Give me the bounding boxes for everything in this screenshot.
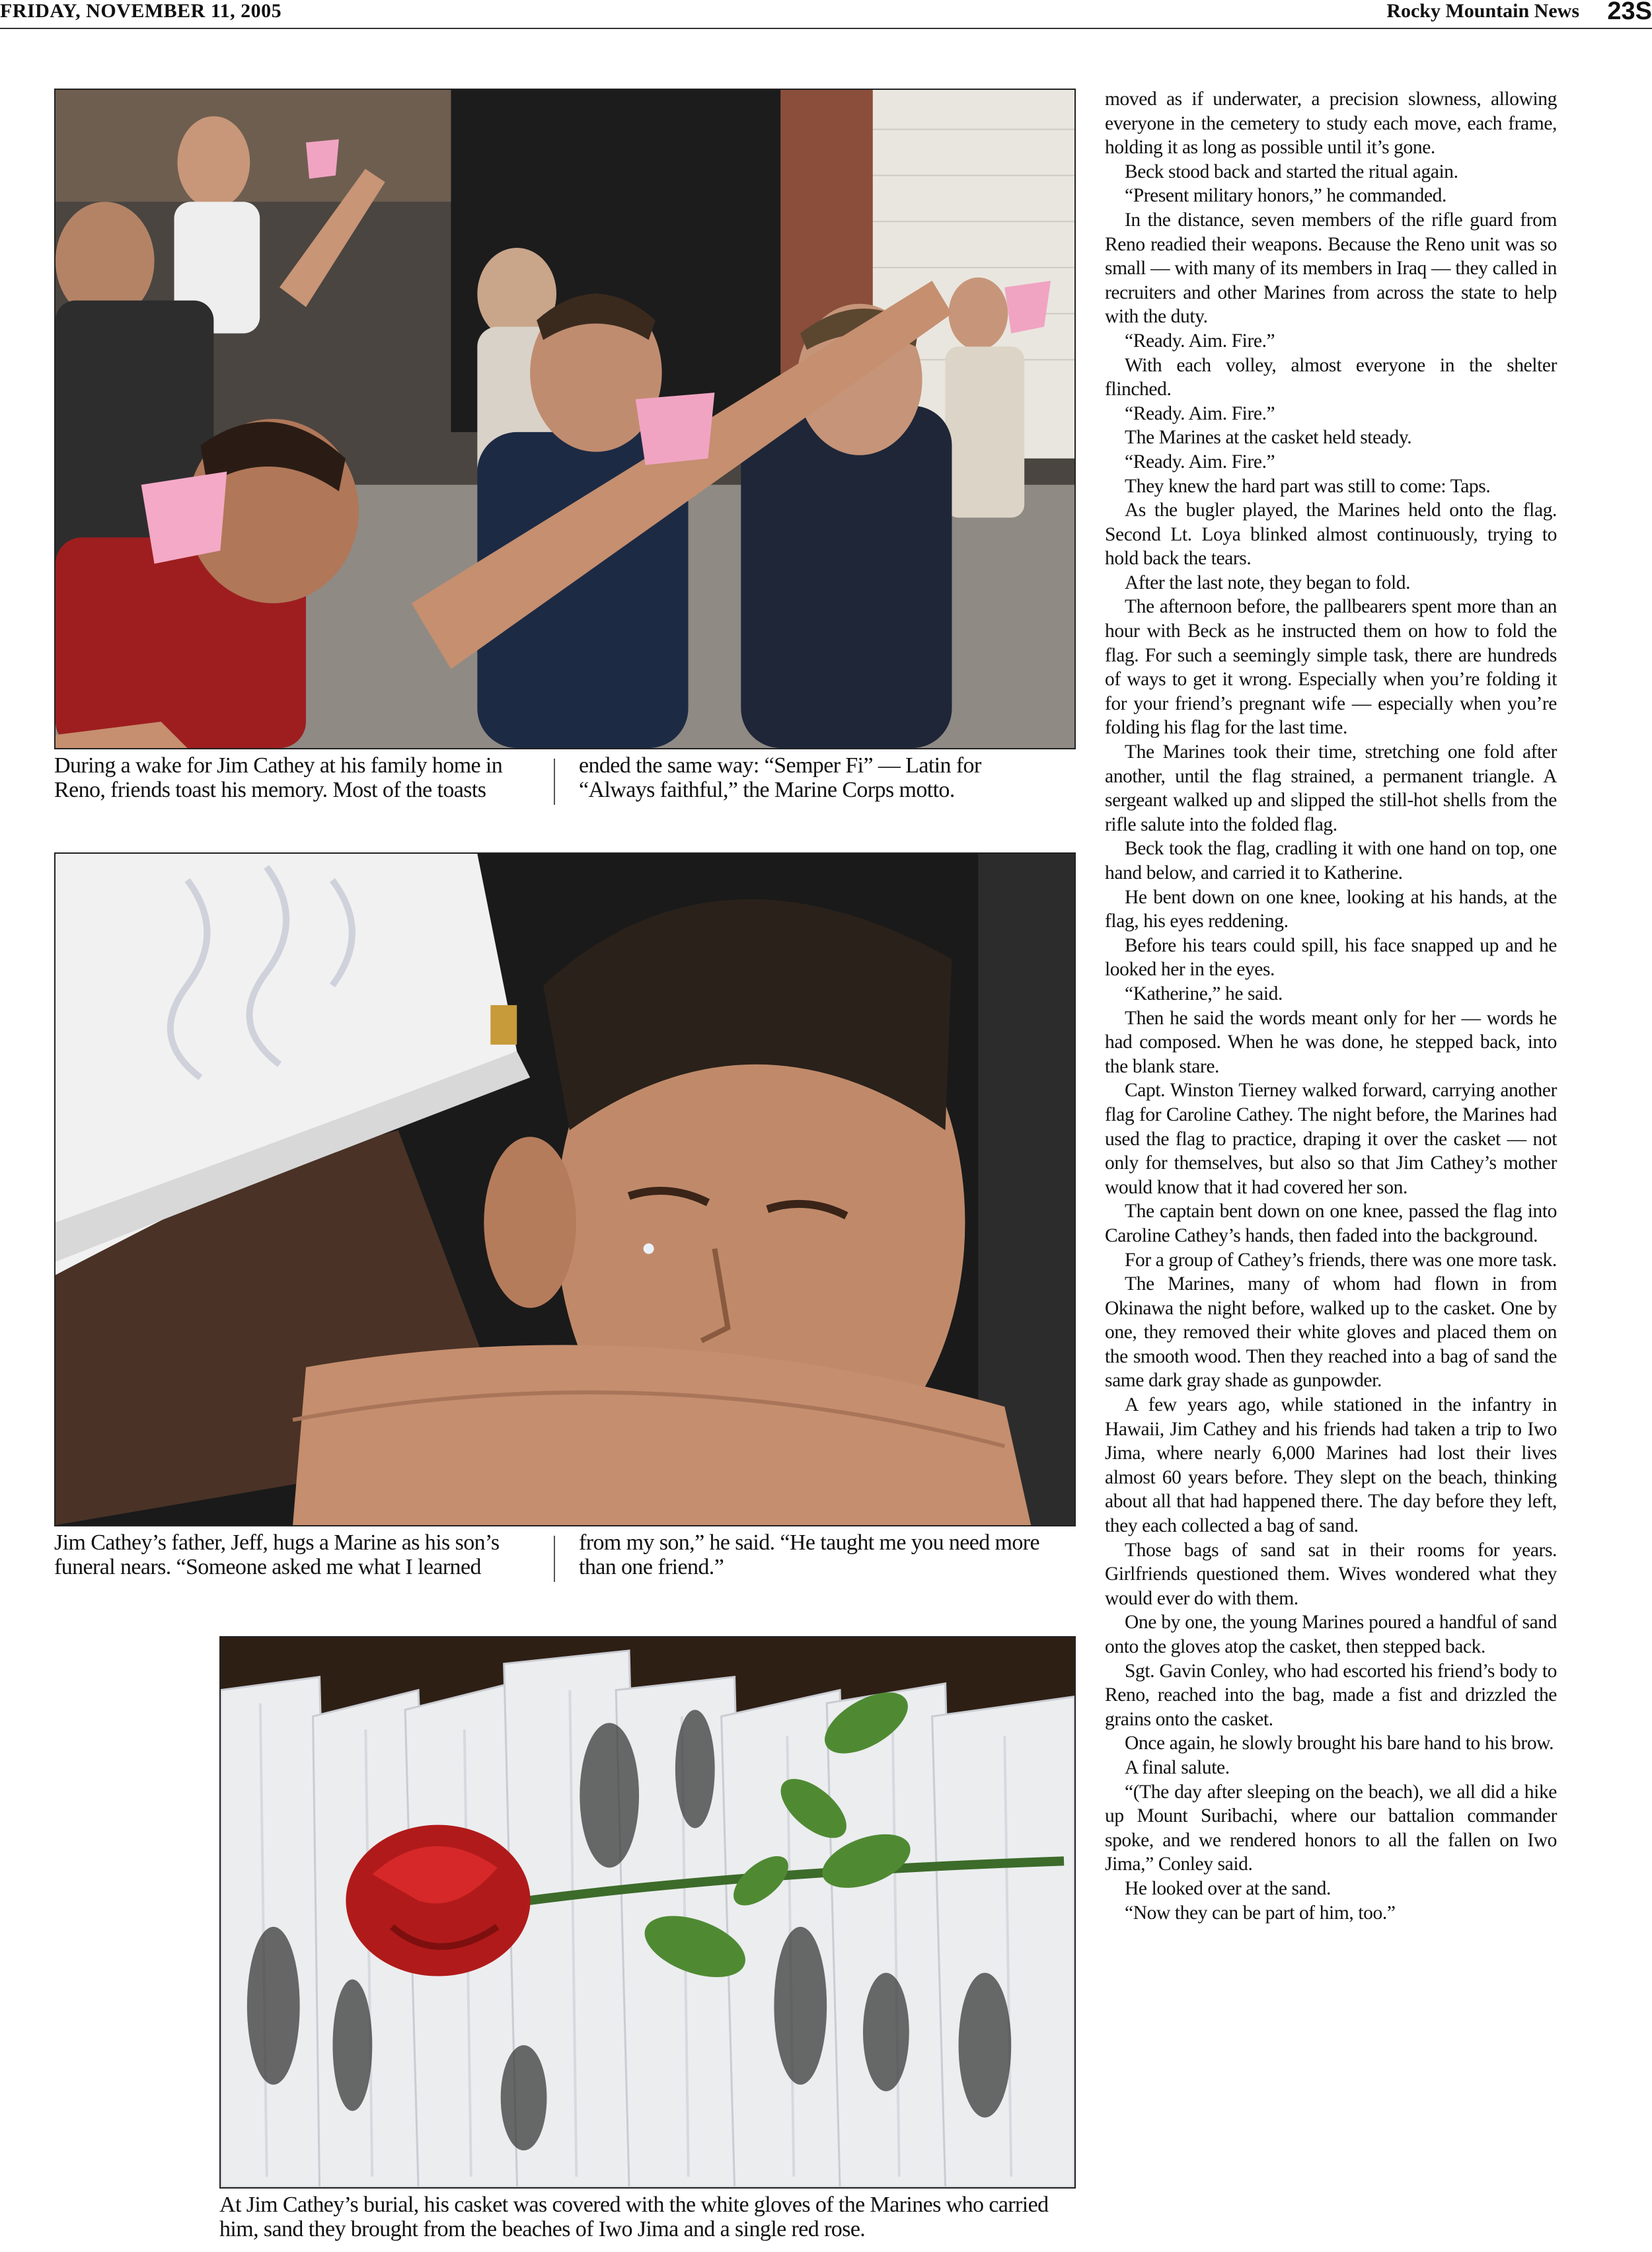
article-paragraph: They knew the hard part was still to come: Taps. bbox=[1125, 475, 1491, 497]
newspaper-name: Rocky Mountain News bbox=[1386, 0, 1579, 22]
article-paragraph: The captain bent down on one knee, passed the flag into Caroline Cathey’s hands, then faded into the background. bbox=[1105, 1201, 1557, 1246]
article-paragraph: The Marines at the casket held steady. bbox=[1125, 427, 1412, 449]
article-body bbox=[1105, 87, 1557, 1925]
article-paragraph: Then he said the words meant only for her — words he had composed. When he was done, he stepped back, into the blank stare. bbox=[1105, 1007, 1557, 1077]
article-paragraph: “Ready. Aim. Fire.” bbox=[1125, 330, 1275, 352]
photo-hug-image bbox=[56, 854, 1074, 1525]
article-paragraph: Sgt. Gavin Conley, who had escorted his friend’s body to Reno, reached into the bag, made a fist and drizzled the grains onto the casket. bbox=[1105, 1660, 1557, 1730]
article-paragraph: One by one, the young Marines poured a handful of sand onto the gloves atop the casket, then stepped back. bbox=[1105, 1612, 1557, 1657]
article-paragraph: Capt. Winston Tierney walked forward, carrying another flag for Caroline Cathey. The night before, the Marines had used the flag to practice, draping it over the casket — not only for themselves, but also so that Jim Cathey’s mother would know that it had covered her son. bbox=[1105, 1080, 1557, 1198]
photo-hug bbox=[54, 852, 1076, 1526]
article-paragraph: Before his tears could spill, his face snapped up and he looked her in the eyes. bbox=[1105, 934, 1557, 981]
article-paragraph: He looked over at the sand. bbox=[1125, 1877, 1331, 1899]
article-paragraph: “Now they can be part of him, too.” bbox=[1125, 1902, 1396, 1924]
page-header bbox=[0, 0, 1652, 29]
article-paragraph: Once again, he slowly brought his bare hand to his brow. bbox=[1125, 1733, 1554, 1754]
article-paragraph: A few years ago, while stationed in the infantry in Hawaii, Jim Cathey and his friends had taken a trip to Iwo Jima, where nearly 6,000 Marines had lost their lives almost 60 years before. They slept on the beach, thinking about all that had happened there. The day before they left, they each collected a bag of sand. bbox=[1105, 1394, 1557, 1537]
article-paragraph: The Marines, many of whom had flown in from Okinawa the night before, walked up to the casket. One by one, they removed their white gloves and placed them on the smooth wood. Then they reached into a bag of sand the same dark gray shade as gunpowder. bbox=[1105, 1273, 1557, 1392]
photo-gloves bbox=[219, 1636, 1076, 2189]
article-paragraph: After the last note, they began to fold. bbox=[1125, 572, 1411, 593]
caption-toast-left: During a wake for Jim Cathey at his family home in Reno, friends toast his memory. Most of the toasts bbox=[54, 753, 503, 802]
article-paragraph: The Marines took their time, stretching one fold after another, until the flag strained, a permanent triangle. A sergeant walked up and slipped the still-hot shells from the rifle salute into the folded flag. bbox=[1105, 741, 1557, 835]
article-paragraph: He bent down on one knee, looking at his hands, at the flag, his eyes reddening. bbox=[1105, 886, 1557, 932]
page-number: 23S bbox=[1607, 0, 1652, 25]
article-paragraph: “Ready. Aim. Fire.” bbox=[1125, 451, 1275, 472]
article-paragraph: Those bags of sand sat in their rooms for years. Girlfriends questioned them. Wives wondered what they would ever do with them. bbox=[1105, 1539, 1557, 1609]
article-paragraph: “Katherine,” he said. bbox=[1125, 983, 1283, 1004]
article-paragraph: With each volley, almost everyone in the shelter flinched. bbox=[1105, 354, 1557, 400]
caption-divider bbox=[554, 1536, 555, 1582]
article-paragraph: In the distance, seven members of the rifle guard from Reno readied their weapons. Because the Reno unit was so small — with many of its members in Iraq — they called in recruiters and other Marines from across the state to help with the duty. bbox=[1105, 209, 1557, 328]
photo-gloves-image bbox=[221, 1637, 1074, 2187]
photo-toast-image bbox=[56, 90, 1074, 748]
caption-hug-right: from my son,” he said. “He taught me you need more than one friend.” bbox=[579, 1530, 1040, 1579]
caption-toast-right: ended the same way: “Semper Fi” — Latin for “Always faithful,” the Marine Corps motto. bbox=[579, 753, 981, 802]
article-paragraph: “(The day after sleeping on the beach), we all did a hike up Mount Suribachi, where our battalion commander spoke, and we rendered honors to all the fallen on Iwo Jima,” Conley said. bbox=[1105, 1781, 1557, 1875]
article-paragraph: moved as if underwater, a precision slowness, allowing everyone in the cemetery to study each move, each frame, holding it as long as possible until it’s gone. bbox=[1105, 89, 1557, 159]
article-paragraph: Beck took the flag, cradling it with one hand on top, one hand below, and carried it to Katherine. bbox=[1105, 838, 1557, 883]
article-paragraph: “Present military honors,” he commanded. bbox=[1125, 185, 1446, 207]
caption-gloves: At Jim Cathey’s burial, his casket was covered with the white gloves of the Marines who carried him, sand they brought from the beaches of Iwo Jima and a single red rose. bbox=[219, 2193, 1049, 2241]
article-paragraph: A final salute. bbox=[1125, 1756, 1230, 1778]
caption-hug-left: Jim Cathey’s father, Jeff, hugs a Marine as his son’s funeral nears. “Someone asked me what I learned bbox=[54, 1530, 500, 1579]
dateline: FRIDAY, NOVEMBER 11, 2005 bbox=[0, 0, 282, 22]
article-paragraph: The afternoon before, the pallbearers spent more than an hour with Beck as he instructed them on how to fold the flag. For such a seemingly simple task, there are hundreds of ways to get it wrong. Especially when you’re folding it for your friend’s pregnant wife — especially when you’re folding his flag for the last time. bbox=[1105, 596, 1557, 739]
article-paragraph: As the bugler played, the Marines held onto the flag. Second Lt. Loya blinked almost continuously, trying to hold back the tears. bbox=[1105, 500, 1557, 570]
photo-toast bbox=[54, 89, 1076, 749]
article-paragraph: Beck stood back and started the ritual again. bbox=[1125, 161, 1458, 182]
article-paragraph: “Ready. Aim. Fire.” bbox=[1125, 402, 1275, 424]
article-paragraph: For a group of Cathey’s friends, there was one more task. bbox=[1125, 1249, 1557, 1271]
caption-divider bbox=[554, 759, 555, 805]
